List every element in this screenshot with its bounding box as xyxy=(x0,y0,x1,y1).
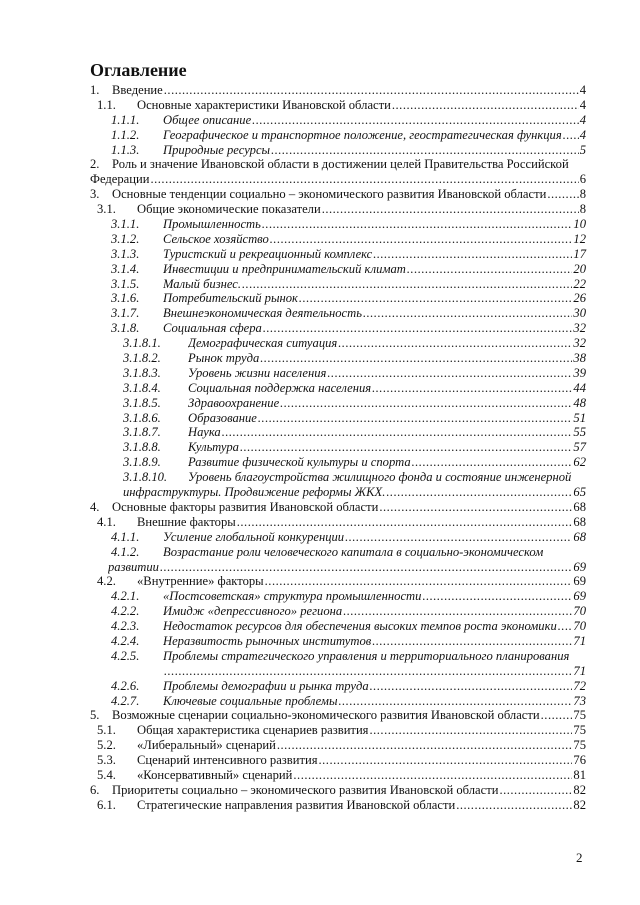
toc-entry-title[interactable]: Образование xyxy=(188,410,257,425)
toc-entry-page[interactable]: 62 xyxy=(573,455,586,470)
toc-entry-number: 1.1. xyxy=(97,97,116,112)
toc-entry-continuation[interactable] xyxy=(90,560,586,575)
toc-entry-continuation[interactable] xyxy=(90,664,586,679)
dot-leader xyxy=(541,708,573,723)
page-number: 2 xyxy=(576,850,583,865)
toc-entry-number: 2. xyxy=(90,157,100,172)
toc-entry-title[interactable]: Возрастание роли человеческого капитала в социально-экономическом xyxy=(163,544,544,559)
toc-entry[interactable] xyxy=(90,708,586,723)
toc-entry[interactable] xyxy=(90,723,586,738)
toc-entry-page[interactable]: 69 xyxy=(573,559,586,574)
dot-leader xyxy=(322,202,579,217)
toc-entry[interactable] xyxy=(90,798,586,813)
toc-entry-title[interactable]: Развитие физической культуры и спорта xyxy=(188,455,411,470)
toc-entry-title[interactable]: Демографическая ситуация xyxy=(188,336,338,351)
toc-entry-title[interactable]: Основные тенденции социально – экономического развития Ивановской области xyxy=(112,187,547,202)
toc-entry-title[interactable]: Уровень жизни населения xyxy=(188,365,327,380)
toc-entry-title[interactable]: Здравоохранение xyxy=(188,395,280,410)
dot-leader xyxy=(563,128,579,143)
toc-entry-title[interactable]: Рынок труда xyxy=(188,351,260,366)
toc-entry[interactable] xyxy=(90,262,586,277)
toc-entry-title[interactable]: Приоритеты социально – экономического развития Ивановской области xyxy=(112,782,499,797)
toc-entry-number: 3.1.8.7. xyxy=(123,425,161,440)
toc-entry[interactable] xyxy=(90,247,586,262)
toc-entry-number: 1.1.2. xyxy=(111,127,140,142)
toc-entry[interactable] xyxy=(90,336,586,351)
toc-entry-page[interactable]: 82 xyxy=(573,797,586,812)
toc-entry-number: 4.2.4. xyxy=(111,633,140,648)
toc-entry[interactable] xyxy=(90,574,586,589)
toc-entry[interactable] xyxy=(90,768,586,783)
toc-entry-page[interactable]: 82 xyxy=(573,782,586,797)
dot-leader xyxy=(263,321,573,336)
dot-leader xyxy=(237,515,573,530)
dot-leader xyxy=(150,172,578,187)
dot-leader xyxy=(280,396,572,411)
dot-leader xyxy=(160,560,572,575)
dot-leader xyxy=(164,664,572,679)
dot-leader xyxy=(369,723,572,738)
toc-entry[interactable] xyxy=(90,366,586,381)
dot-leader xyxy=(372,381,572,396)
dot-leader xyxy=(338,336,572,351)
toc-entry-number: 3.1.4. xyxy=(111,261,140,276)
toc-entry[interactable] xyxy=(90,411,586,426)
toc-entry-number: 4.2.2. xyxy=(111,604,140,619)
toc-entry[interactable] xyxy=(90,217,586,232)
toc-entry[interactable] xyxy=(90,98,586,113)
toc-entry-number: 3.1.6. xyxy=(111,291,140,306)
toc-entry-title[interactable]: Общее описание xyxy=(163,112,252,127)
toc-entry-number: 3.1.8.9. xyxy=(123,455,161,470)
toc-entry[interactable] xyxy=(90,515,586,530)
toc-entry[interactable] xyxy=(90,351,586,366)
toc-entry-page[interactable]: 20 xyxy=(573,261,586,276)
toc-entry-number: 5.2. xyxy=(97,738,116,753)
toc-entry-title[interactable]: Общая характеристика сценариев развития xyxy=(137,723,369,738)
toc-entry-page[interactable]: 65 xyxy=(573,485,586,500)
toc-entry-page[interactable]: 75 xyxy=(573,708,586,723)
toc-entry-page[interactable]: 6 xyxy=(579,172,586,187)
dot-leader xyxy=(339,694,573,709)
toc-entry[interactable] xyxy=(90,157,586,172)
dot-leader xyxy=(265,574,573,589)
toc-entry-page[interactable]: 71 xyxy=(573,633,586,648)
toc-entry-title[interactable]: Проблемы стратегического управления и территориального планирования xyxy=(163,648,570,663)
toc-entry-page[interactable]: 22 xyxy=(573,276,586,291)
dot-leader xyxy=(242,277,572,292)
toc-entry[interactable] xyxy=(90,306,586,321)
toc-entry-title-continuation[interactable]: инфраструктуры. Продвижение реформы ЖКХ. xyxy=(123,485,386,500)
toc-entry-number: 5.4. xyxy=(97,767,116,782)
toc-entry-title[interactable]: Имидж «депрессивного» региона xyxy=(163,604,343,619)
toc-entry-page[interactable]: 57 xyxy=(573,440,586,455)
toc-entry-number: 5. xyxy=(90,708,100,723)
toc-entry[interactable] xyxy=(90,143,586,158)
dot-leader xyxy=(499,783,572,798)
toc-entry[interactable] xyxy=(90,738,586,753)
toc-entry-page[interactable]: 4 xyxy=(579,127,586,142)
toc-entry-page[interactable]: 44 xyxy=(573,380,586,395)
toc-entry-number: 3.1.8.10. xyxy=(123,470,168,485)
toc-entry-title[interactable]: Недостаток ресурсов для обеспечения высоких темпов роста экономики xyxy=(163,619,557,634)
dot-leader xyxy=(558,619,573,634)
toc-entry-number: 1.1.1. xyxy=(111,112,140,127)
toc-entry-page[interactable]: 8 xyxy=(579,202,586,217)
dot-leader xyxy=(372,634,572,649)
toc-entry-title[interactable]: Уровень благоустройства жилищного фонда и состояние инженерной xyxy=(188,470,572,485)
toc-entry-number: 3.1.1. xyxy=(111,217,140,232)
toc-entry-page[interactable]: 26 xyxy=(573,291,586,306)
dot-leader xyxy=(271,143,579,158)
dot-leader xyxy=(370,679,573,694)
toc-entry-number: 3.1.8.2. xyxy=(123,351,161,366)
toc-entry-title[interactable]: Введение xyxy=(112,83,163,97)
toc-entry-page[interactable]: 51 xyxy=(573,410,586,425)
toc-entry-number: 3.1.3. xyxy=(111,246,140,261)
toc-entry[interactable] xyxy=(90,187,586,202)
toc-entry[interactable] xyxy=(90,604,586,619)
dot-leader xyxy=(293,768,572,783)
toc-entry-title[interactable]: Сценарий интенсивного развития xyxy=(137,753,318,768)
toc-entry-number: 4.2.3. xyxy=(111,619,140,634)
dot-leader xyxy=(222,425,573,440)
toc-entry-page[interactable]: 32 xyxy=(573,336,586,351)
toc-entry-page[interactable]: 48 xyxy=(573,395,586,410)
dot-leader xyxy=(327,366,572,381)
table-of-contents xyxy=(90,83,586,813)
toc-entry-page[interactable]: 69 xyxy=(573,589,586,604)
toc-entry-number: 3.1.8.4. xyxy=(123,380,161,395)
toc-entry-page[interactable]: 5 xyxy=(579,142,586,157)
dot-leader xyxy=(373,247,572,262)
toc-entry[interactable] xyxy=(90,291,586,306)
toc-entry-page[interactable]: 38 xyxy=(573,351,586,366)
toc-entry-number: 3. xyxy=(90,187,100,202)
toc-entry-number: 4.2.1. xyxy=(111,589,140,604)
toc-entry-title-continuation[interactable]: Федерации xyxy=(90,172,150,187)
toc-entry-number: 1.1.3. xyxy=(111,142,140,157)
toc-entry-title[interactable]: Культура xyxy=(188,440,239,455)
dot-leader xyxy=(260,351,572,366)
toc-entry-title[interactable]: Стратегические направления развития Ивановской области xyxy=(137,797,456,812)
toc-entry-number: 3.1.8. xyxy=(111,321,140,336)
toc-entry-title[interactable]: Внешние факторы xyxy=(137,514,236,529)
toc-entry-number: 5.1. xyxy=(97,723,116,738)
toc-entry-title[interactable]: «Внутренние» факторы xyxy=(137,574,264,589)
toc-entry[interactable] xyxy=(90,649,586,664)
toc-entry-number: 4.1.2. xyxy=(111,544,140,559)
toc-entry[interactable] xyxy=(90,232,586,247)
toc-entry-number: 5.3. xyxy=(97,753,116,768)
toc-entry-title[interactable]: Социальная сфера xyxy=(163,321,262,336)
toc-entry[interactable] xyxy=(90,783,586,798)
toc-entry-page[interactable]: 73 xyxy=(573,693,586,708)
dot-leader xyxy=(386,485,572,500)
toc-entry-page[interactable]: 69 xyxy=(573,574,586,589)
toc-entry-number: 4. xyxy=(90,499,100,514)
toc-entry[interactable] xyxy=(90,277,586,292)
toc-entry-number: 3.1.8.6. xyxy=(123,410,161,425)
toc-entry-number: 4.1. xyxy=(97,514,116,529)
toc-entry-title[interactable]: Внешнеэкономическая деятельность xyxy=(163,306,362,321)
toc-entry-page[interactable]: 68 xyxy=(573,499,586,514)
toc-entry-page[interactable]: 76 xyxy=(573,753,586,768)
toc-entry-number: 4.2.5. xyxy=(111,648,140,663)
dot-leader xyxy=(407,262,573,277)
dot-leader xyxy=(240,440,572,455)
toc-entry-page[interactable]: 70 xyxy=(573,619,586,634)
dot-leader xyxy=(164,83,579,98)
toc-heading: Оглавление xyxy=(90,60,187,80)
toc-entry-title[interactable]: «Консервативный» сценарий xyxy=(137,767,293,782)
toc-entry[interactable] xyxy=(90,619,586,634)
toc-entry[interactable] xyxy=(90,128,586,143)
dot-leader xyxy=(412,455,573,470)
toc-entry-title[interactable]: Малый бизнес. xyxy=(163,276,242,291)
toc-entry-number: 1. xyxy=(90,83,100,97)
toc-entry-title[interactable]: Общие экономические показатели xyxy=(137,202,321,217)
toc-entry-number: 3.1.5. xyxy=(111,276,140,291)
toc-entry-page[interactable]: 71 xyxy=(573,663,586,678)
toc-entry-title[interactable]: Инвестиции и предпринимательский климат xyxy=(163,261,406,276)
dot-leader xyxy=(277,738,573,753)
toc-entry-title-continuation[interactable]: развитии xyxy=(108,559,159,574)
toc-entry-page[interactable]: 4 xyxy=(579,97,586,112)
toc-entry-continuation[interactable] xyxy=(90,485,586,500)
toc-entry-page[interactable]: 4 xyxy=(579,112,586,127)
toc-entry-page[interactable]: 75 xyxy=(573,738,586,753)
toc-entry-title[interactable]: Наука xyxy=(188,425,221,440)
toc-entry-title[interactable]: Промышленность xyxy=(163,217,261,232)
dot-leader xyxy=(456,798,572,813)
toc-entry-title[interactable]: Неразвитость рыночных институтов xyxy=(163,633,372,648)
toc-entry-title[interactable]: Природные ресурсы xyxy=(163,142,271,157)
toc-entry-number: 3.1.8.1. xyxy=(123,336,161,351)
toc-entry-page[interactable]: 32 xyxy=(573,321,586,336)
toc-entry-number: 4.2. xyxy=(97,574,116,589)
toc-entry-page[interactable]: 39 xyxy=(573,365,586,380)
dot-leader xyxy=(343,604,572,619)
toc-entry[interactable] xyxy=(90,440,586,455)
dot-leader xyxy=(270,232,573,247)
toc-entry-page[interactable]: 55 xyxy=(573,425,586,440)
toc-entry-number: 4.2.7. xyxy=(111,693,140,708)
toc-entry[interactable] xyxy=(90,470,586,485)
toc-entry-page[interactable]: 10 xyxy=(573,217,586,232)
toc-entry[interactable] xyxy=(90,500,586,515)
toc-entry-title[interactable]: Ключевые социальные проблемы xyxy=(163,693,338,708)
toc-entry[interactable] xyxy=(90,679,586,694)
toc-entry[interactable] xyxy=(90,753,586,768)
toc-entry[interactable] xyxy=(90,83,586,98)
toc-entry-page[interactable]: 4 xyxy=(579,83,586,97)
toc-entry-title[interactable]: Географическое и транспортное положение, геостратегическая функция xyxy=(163,127,562,142)
toc-entry-title[interactable]: Социальная поддержка населения xyxy=(188,380,372,395)
dot-leader xyxy=(258,411,573,426)
toc-entry-number: 4.1.1. xyxy=(111,529,140,544)
toc-entry-page[interactable]: 68 xyxy=(573,514,586,529)
toc-entry[interactable] xyxy=(90,381,586,396)
toc-entry-number: 3.1.7. xyxy=(111,306,140,321)
toc-entry-title[interactable]: Потребительский рынок xyxy=(163,291,298,306)
toc-entry-number: 4.2.6. xyxy=(111,678,140,693)
toc-entry[interactable] xyxy=(90,113,586,128)
toc-entry[interactable] xyxy=(90,530,586,545)
toc-entry-page[interactable]: 8 xyxy=(579,187,586,202)
toc-entry-number: 6. xyxy=(90,782,100,797)
toc-entry[interactable] xyxy=(90,455,586,470)
toc-entry[interactable] xyxy=(90,425,586,440)
toc-entry-page[interactable]: 68 xyxy=(573,529,586,544)
toc-entry[interactable] xyxy=(90,396,586,411)
toc-entry[interactable] xyxy=(90,321,586,336)
dot-leader xyxy=(252,113,579,128)
toc-entry[interactable] xyxy=(90,545,586,560)
toc-entry-page[interactable]: 12 xyxy=(573,231,586,246)
toc-entry-page[interactable]: 70 xyxy=(573,604,586,619)
toc-entry[interactable] xyxy=(90,202,586,217)
toc-entry[interactable] xyxy=(90,634,586,649)
dot-leader xyxy=(392,98,579,113)
toc-entry-title[interactable]: «Либеральный» сценарий xyxy=(137,738,276,753)
dot-leader xyxy=(547,187,578,202)
dot-leader xyxy=(319,753,573,768)
toc-entry-title[interactable]: Сельское хозяйство xyxy=(163,231,269,246)
dot-leader xyxy=(345,530,572,545)
toc-entry[interactable] xyxy=(90,589,586,604)
toc-entry-number: 3.1.8.3. xyxy=(123,365,161,380)
toc-entry-title[interactable]: Проблемы демографии и рынка труда xyxy=(163,678,369,693)
toc-entry-number: 3.1. xyxy=(97,202,116,217)
toc-entry-number: 6.1. xyxy=(97,797,116,812)
toc-entry-title[interactable]: Усиление глобальной конкуренции xyxy=(163,529,345,544)
dot-leader xyxy=(422,589,572,604)
toc-entry-title[interactable]: «Постсоветская» структура промышленности xyxy=(163,589,422,604)
dot-leader xyxy=(363,306,572,321)
toc-entry-continuation[interactable] xyxy=(90,172,586,187)
toc-entry-page[interactable]: 17 xyxy=(573,246,586,261)
toc-entry-title[interactable]: Туристский и рекреационный комплекс xyxy=(163,246,373,261)
toc-entry-title[interactable]: Основные факторы развития Ивановской области xyxy=(112,499,379,514)
toc-entry-number: 3.1.2. xyxy=(111,231,140,246)
dot-leader xyxy=(299,291,572,306)
toc-entry-page[interactable]: 30 xyxy=(573,306,586,321)
toc-entry-number: 3.1.8.5. xyxy=(123,395,161,410)
dot-leader xyxy=(379,500,572,515)
toc-entry-page[interactable]: 72 xyxy=(573,678,586,693)
toc-entry-title[interactable]: Возможные сценарии социально-экономического развития Ивановской области xyxy=(112,708,540,723)
toc-entry-page[interactable]: 75 xyxy=(573,723,586,738)
dot-leader xyxy=(262,217,573,232)
toc-entry-title[interactable]: Основные характеристики Ивановской области xyxy=(137,97,391,112)
toc-entry[interactable] xyxy=(90,694,586,709)
toc-entry-number: 3.1.8.8. xyxy=(123,440,161,455)
toc-entry-title[interactable]: Роль и значение Ивановской области в достижении целей Правительства Российской xyxy=(112,157,569,172)
toc-entry-page[interactable]: 81 xyxy=(573,767,586,782)
